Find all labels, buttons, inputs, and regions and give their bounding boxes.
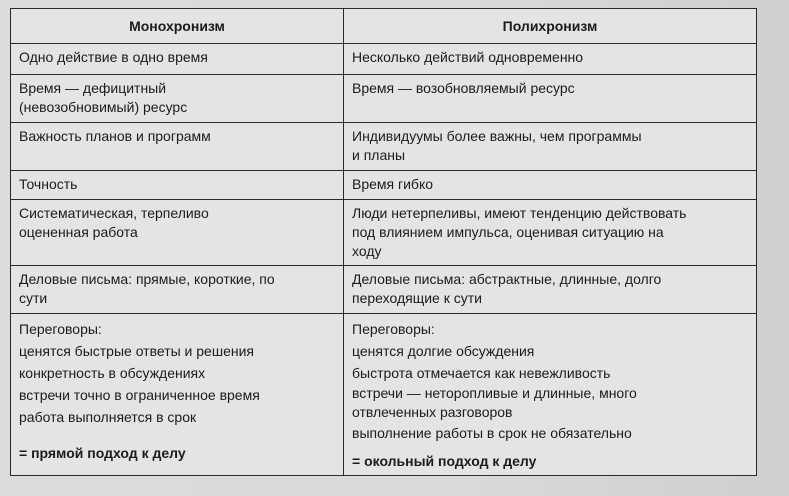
header-row [11,9,757,44]
cell-line: (невозобновимый) ресурс [19,99,188,115]
cell-line: оцененная работа [19,224,138,240]
spacer [19,428,335,442]
cell-line: Время гибко [352,176,434,192]
cell-line: конкретность в обсуждениях [19,365,206,381]
cell-line: Важность планов и программ [19,128,211,144]
summary-line: = окольный подход к делу [352,453,537,469]
header-polychronism: Полихронизм [344,9,757,44]
cell-line: встречи — неторопливые и длинные, много [352,385,637,401]
cell-line: Деловые письма: прямые, короткие, по [19,271,275,287]
cell-line: Люди нетерпеливы, имеют тенденцию действовать [352,205,687,221]
mono-cell [11,123,344,171]
cell-line: Индивидуумы более важны, чем программы [352,128,642,144]
cell-line: Точность [19,176,78,192]
table-row [11,171,757,200]
cell-line: отвлеченных разговоров [352,404,513,420]
cell-line: Время — дефицитный [19,80,167,96]
cell-line: выполнение работы в срок не обязательно [352,425,632,441]
table-row [11,75,757,123]
cell-line: ходу [352,243,382,259]
cell-line: Несколько действий одновременно [352,49,584,65]
cell-line: работа выполняется в срок [19,409,197,425]
cell-line: Систематическая, терпеливо [19,205,209,221]
table-row [11,44,757,75]
table-row-negotiations [11,314,757,476]
table-row [11,200,757,266]
cell-line: сути [19,290,48,306]
cell-line: Деловые письма: абстрактные, длинные, долго [352,271,662,287]
poly-cell [344,75,757,123]
poly-cell [344,266,757,314]
mono-cell [11,171,344,200]
poly-cell [344,123,757,171]
poly-cell [344,171,757,200]
comparison-table [10,8,757,476]
table-row [11,123,757,171]
cell-line: быстрота отмечается как невежливость [352,365,611,381]
cell-line: Одно действие в одно время [19,49,208,65]
cell-line: ценятся долгие обсуждения [352,343,535,359]
header-monochronism: Монохронизм [11,9,344,44]
poly-cell [344,44,757,75]
mono-cell [11,75,344,123]
cell-line: встречи точно в ограниченное время [19,387,260,403]
cell-line: ценятся быстрые ответы и решения [19,343,254,359]
mono-cell [11,314,344,476]
summary-line: = прямой подход к делу [19,445,186,461]
mono-cell [11,266,344,314]
cell-line: и планы [352,147,406,163]
poly-cell [344,314,757,476]
cell-line: переходящие к сути [352,290,482,306]
poly-cell [344,200,757,266]
cell-line: Время — возобновляемый ресурс [352,80,575,96]
cell-line: Переговоры: [19,321,102,337]
mono-cell [11,200,344,266]
mono-cell [11,44,344,75]
cell-line: под влиянием импульса, оценивая ситуацию на [352,224,664,240]
table-row [11,266,757,314]
cell-line: Переговоры: [352,321,435,337]
